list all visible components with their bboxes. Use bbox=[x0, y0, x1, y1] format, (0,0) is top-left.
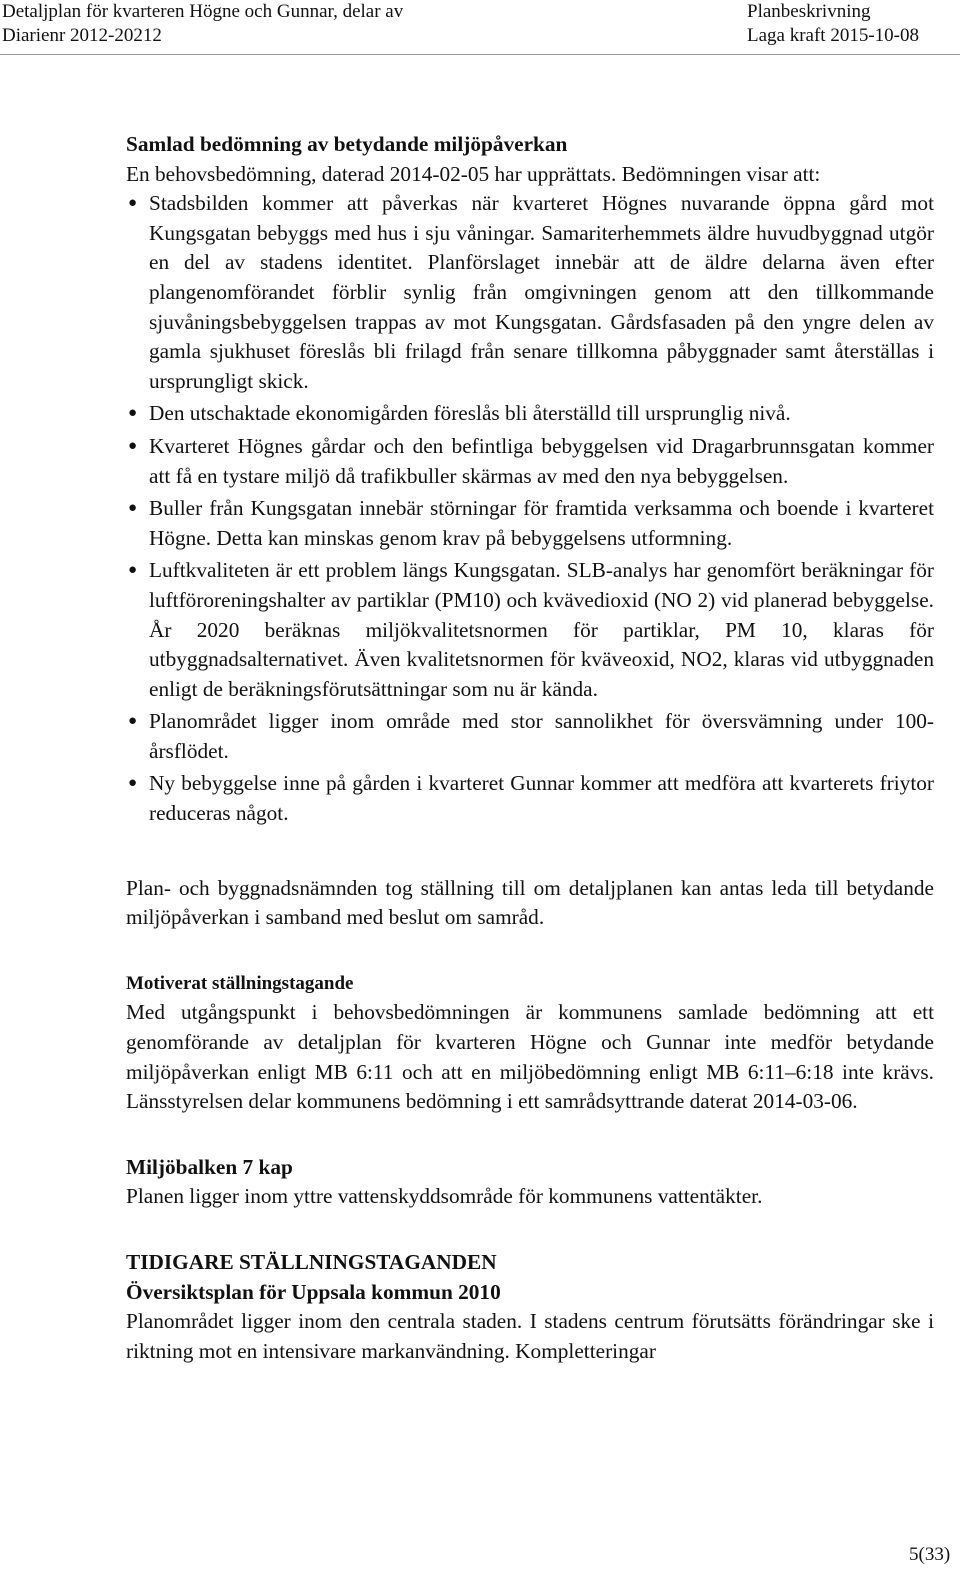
bullet-list bbox=[126, 189, 934, 828]
bullet-icon: ● bbox=[128, 437, 138, 454]
paragraph: Plan- och byggnadsnämnden tog ställning till om detaljplanen kan antas leda till betydande miljöpåverkan i samband med beslut om samråd. bbox=[126, 875, 934, 930]
section-heading: Motiverat ställningstagande bbox=[126, 972, 354, 994]
header-right bbox=[747, 0, 919, 48]
section-heading: Samlad bedömning av betydande miljöpåverkan bbox=[126, 132, 568, 156]
header-left bbox=[2, 0, 403, 48]
paragraph: En behovsbedömning, daterad 2014-02-05 har upprättats. Bedömningen visar att: bbox=[126, 161, 821, 186]
list-item: ● Planområdet ligger inom område med stor sannolikhet för översvämning under 100-årsflödet. bbox=[128, 709, 934, 763]
paragraph: Planen ligger inom yttre vattenskyddsområde för kommunens vattentäkter. bbox=[126, 1184, 763, 1209]
header-divider bbox=[0, 54, 960, 55]
page-number: 5(33) bbox=[909, 1544, 951, 1565]
paragraph: Med utgångspunkt i behovsbedömningen är kommunens samlade bedömning att ett genomförande av detaljplan för kvarteren Högne och Gunnar inte medför betydande miljöpåverkan enligt MB 6:11 och att en miljöbedömning enligt MB 6:11–6:18 inte krävs. Länsstyrelsen delar kommunens bedömning i ett samrådsyttrande daterat 2014-03-06. bbox=[126, 1000, 934, 1114]
document-type: Planbeskrivning bbox=[747, 1, 871, 22]
section-heading: Miljöbalken 7 kap bbox=[126, 1154, 293, 1179]
document-body bbox=[126, 130, 934, 1366]
bullet-icon: ● bbox=[128, 500, 138, 517]
list-item: ● Ny bebyggelse inne på gården i kvarteret Gunnar kommer att medföra att kvarterets friytor reduceras något. bbox=[128, 771, 934, 826]
bullet-icon: ● bbox=[128, 713, 138, 730]
list-item: ● Kvarteret Högnes gårdar och den befintliga bebyggelsen vid Dragarbrunnsgatan kommer att få en tystare miljö då trafikbuller skärmas av med den nya bebyggelsen. bbox=[128, 433, 934, 488]
section-heading: TIDIGARE STÄLLNINGSTAGANDEN bbox=[126, 1250, 497, 1274]
diary-number: Diarienr 2012-20212 bbox=[2, 25, 162, 46]
section-subheading: Översiktsplan för Uppsala kommun 2010 bbox=[126, 1279, 501, 1304]
bullet-icon: ● bbox=[128, 775, 138, 792]
bullet-icon: ● bbox=[128, 405, 138, 422]
bullet-icon: ● bbox=[128, 562, 138, 579]
list-item: ● Stadsbilden kommer att påverkas när kvarteret Högnes nuvarande öppna gård mot Kungsgatan bebyggs med hus i sju våningar. Samariterhemmets äldre huvudbyggnad utgör en del av stadens identitet. Planförslaget innebär att de äldre delarna även efter plangenomförandet förblir synlig från omgivningen genom att den tillkommande sjuvåningsbebyggelsen trappas av mot Kungsgatan. Gårdsfasaden på den yngre delen av gamla sjukhuset föreslås bli frilagd från senare tillkomna påbyggnader samt återställas i ursprungligt skick. bbox=[128, 191, 934, 393]
list-item: ● Buller från Kungsgatan innebär störningar för framtida verksamma och boende i kvarteret Högne. Detta kan minskas genom krav på bebyggelsens utformning. bbox=[128, 496, 934, 550]
list-item: ● Luftkvaliteten är ett problem längs Kungsgatan. SLB-analys har genomfört beräkningar för luftföroreningshalter av partiklar (PM10) och kvävedioxid (NO 2) vid planerad bebyggelse. År 2020 beräknas miljökvalitetsnormen för partiklar, PM 10, klaras för utbyggnadsalternativet. Även kvalitetsnormen för kväveoxid, NO2, klaras vid utbyggnaden enligt de beräkningsförutsättningar som nu är kända. bbox=[128, 558, 934, 701]
effective-date: Laga kraft 2015-10-08 bbox=[747, 25, 919, 46]
bullet-icon: ● bbox=[128, 195, 138, 212]
document-title: Detaljplan för kvarteren Högne och Gunnar, delar av bbox=[2, 1, 404, 22]
paragraph: Planområdet ligger inom den centrala staden. I stadens centrum förutsätts förändringar ske i riktning mot en intensivare markanvändning. Kompletteringar bbox=[126, 1309, 934, 1363]
list-item: ● Den utschaktade ekonomigården föreslås bli återställd till ursprunglig nivå. bbox=[126, 399, 934, 429]
